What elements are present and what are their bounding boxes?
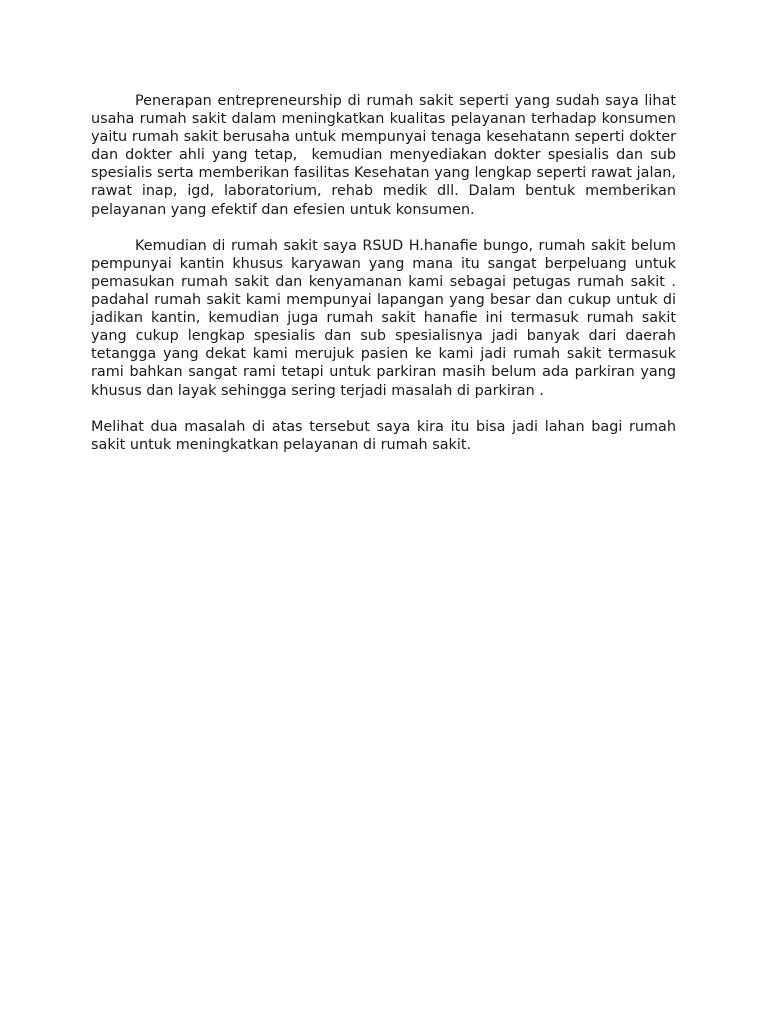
paragraph-3: Melihat dua masalah di atas tersebut saya kira itu bisa jadi lahan bagi rumah sakit untuk meningkatkan pelayanan di rumah sakit.: [91, 418, 681, 453]
paragraph-1: Penerapan entrepreneurship di rumah sakit seperti yang sudah saya lihat usaha rumah sakit dalam meningkatkan kualitas pelayanan terhadap konsumen yaitu rumah sakit berusaha untuk mempunyai tenaga kesehatann seperti dokter dan dokter ahli yang tetap, kemudian menyediakan dokter spesialis dan sub spesialis serta memberikan fasilitas Kesehatan yang lengkap seperti rawat jalan, rawat inap, igd, laboratorium, rehab medik dll. Dalam bentuk memberikan pelayanan yang efektif dan efesien untuk konsumen.: [91, 93, 681, 218]
paragraph-spacer: [91, 400, 676, 418]
paragraph-2: Kemudian di rumah sakit saya RSUD H.hanafie bungo, rumah sakit belum pempunyai kantin khusus karyawan yang mana itu sangat berpeluang untuk pemasukan rumah sakit dan kenyamanan kami sebagai petugas rumah sakit . padahal rumah sakit kami mempunyai lapangan yang besar dan cukup untuk di jadikan kantin, kemudian juga rumah sakit hanafie ini termasuk rumah sakit yang cukup lengkap spesialis dan sub spesialisnya jadi banyak dari daerah tetangga yang dekat kami merujuk pasien ke kami jadi rumah sakit termasuk rami bahkan sangat rami tetapi untuk parkiran masih belum ada parkiran yang khusus dan layak sehingga sering terjadi masalah di parkiran .: [91, 237, 681, 399]
document-body: [91, 92, 681, 454]
paragraph-spacer: [91, 219, 676, 237]
